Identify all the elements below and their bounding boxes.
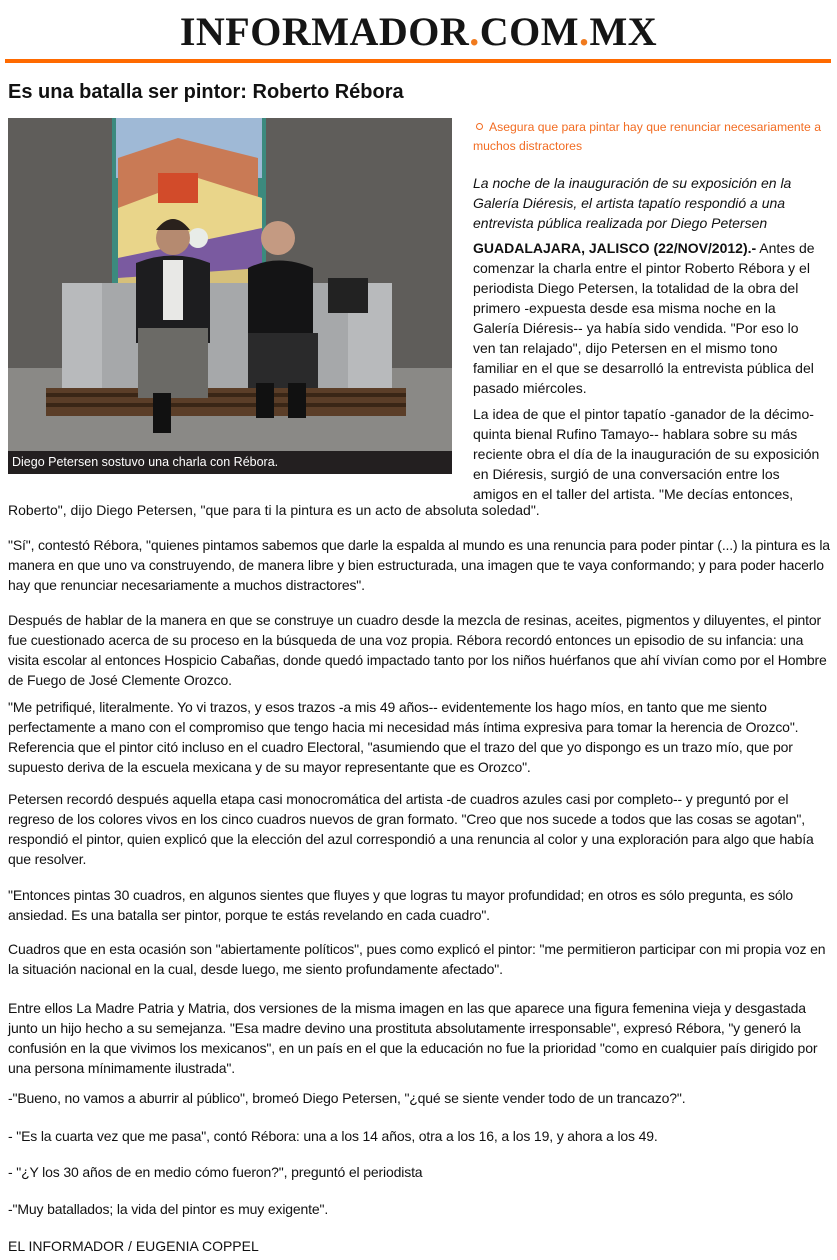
- masthead: [0, 0, 837, 62]
- paragraph-line: periodista Diego Petersen, la totalidad de la obra del: [473, 280, 799, 296]
- paragraph-line: reciente obra el día de la inauguración de su exposición: [473, 446, 820, 462]
- article-photo: [8, 118, 452, 474]
- logo-text-informador: INFORMADOR: [179, 9, 470, 54]
- paragraph-7: "Entonces pintas 30 cuadros, en algunos sientes que fluyes y que logras tu mayor profundidad; en otros es sólo pregunta, es sólo ansiedad. Es una batalla ser pintor, porque te estás revelando en cada cuadro".: [8, 887, 794, 923]
- paragraph-11: - "Es la cuarta vez que me pasa", contó Rébora: una a los 14 años, otra a los 16, a los 19, y ahora a los 49.: [8, 1128, 658, 1144]
- bullet-icon: [476, 123, 483, 130]
- photo-caption: Diego Petersen sostuvo una charla con Rébora.: [8, 451, 452, 474]
- paragraph-8: Cuadros que en esta ocasión son "abiertamente políticos", pues como explicó el pintor: "me permitieron participar con mi propia voz en la situación nacional en la cual, desde luego, me siento profundamente afectado".: [8, 941, 826, 977]
- dateline: GUADALAJARA, JALISCO (22/NOV/2012).-: [473, 240, 757, 256]
- logo-dot: .: [469, 9, 480, 54]
- paragraph-6: Petersen recordó después aquella etapa casi monocromática del artista -de cuadros azules casi por completo-- y preguntó por el regreso de los colores vivos en los cinco cuadros nuevos de gran formato. "Creo que nos sucede a todos que las cosas se agotan", respondió el pintor, quien explicó que la elección del azul correspondió a una renuncia al color y una exploración para algo que había que resolver.: [8, 791, 814, 867]
- paragraph-12: - "¿Y los 30 años de en medio cómo fueron?", preguntó el periodista: [8, 1164, 423, 1180]
- paragraph-2-tail: Roberto", dijo Diego Petersen, "que para ti la pintura es un acto de absoluta soledad".: [8, 502, 540, 518]
- byline: EL INFORMADOR / EUGENIA COPPEL: [8, 1238, 259, 1254]
- article-intro: [473, 118, 831, 233]
- paragraph-5: "Me petrifiqué, literalmente. Yo vi trazos, y esos trazos -a mis 49 años-- evidentemente los hago míos, en tanto que me siento perfectamente a mano con el compromiso que tengo hacia mi necesidad más íntima expresiva para tomar la herencia de Orozco". Referencia que el pintor citó incluso en el cuadro Electoral, "asumiendo que el trazo del que yo dispongo es un trazo mío, que por supuesto deriva de la escuela mexicana y de su mayor representante que es Orozco".: [8, 699, 799, 775]
- paragraph-3: "Sí", contestó Rébora, "quienes pintamos sabemos que darle la espalda al mundo es una renuncia para poder pintar (...) la pintura es la manera en que uno va construyendo, de manera libre y bien estructurada, una imagen que te vaya conformando; y para poder hacerlo hay que renunciar necesariamente a muchos distractores".: [8, 537, 830, 593]
- paragraph-line: en Diéresis, surgió de una conversación entre los: [473, 466, 780, 482]
- article-lede: La noche de la inauguración de su exposición en la Galería Diéresis, el artista tapatío respondió a una entrevista pública realizada por Diego Petersen: [473, 175, 792, 231]
- paragraph-line: Galería Diéresis-- ya había sido vendida. "Por eso lo: [473, 320, 799, 336]
- photo-illustration: [8, 118, 452, 451]
- paragraph-9: Entre ellos La Madre Patria y Matria, dos versiones de la misma imagen en las que aparece una figura femenina vieja y desgastada junto un hijo hecho a su semejanza. "Esa madre devino una prostituta absolutamente irresponsable", expresó Rébora, "y generó la confusión en la que vivimos los mexicanos", en un país en el que la educación no fue la prioridad "como en cualquier país dirigido por una persona mínimamente ilustrada".: [8, 1000, 818, 1076]
- paragraph-line: Antes de: [759, 240, 815, 256]
- header-divider: [5, 59, 831, 63]
- paragraph-2: [473, 404, 835, 504]
- paragraph-line: quinta bienal Rufino Tamayo-- hablara sobre su más: [473, 426, 798, 442]
- logo-text-mx: MX: [589, 9, 658, 54]
- article-headline: Es una batalla ser pintor: Roberto Rébora: [8, 81, 404, 103]
- paragraph-4: Después de hablar de la manera en que se construye un cuadro desde la mezcla de resinas, aceites, pigmentos y diluyentes, el pintor fue cuestionado acerca de su proceso en la búsqueda de una voz propia. Rébora recordó entonces un episodio de su infancia: una visita escolar al entonces Hospicio Cabañas, donde quedó impactado tanto por los niños huérfanos que ahí vivían como por el Hombre de Fuego de José Clemente Orozco.: [8, 612, 827, 688]
- highlight-text: Asegura que para pintar hay que renunciar necesariamente a muchos distractores: [473, 120, 821, 153]
- logo-text-com: COM: [479, 9, 580, 54]
- site-logo[interactable]: [0, 9, 837, 54]
- paragraph-line: comenzar la charla entre el pintor Roberto Rébora y el: [473, 260, 810, 276]
- paragraph-line: amigos en el taller del artista. "Me decías entonces,: [473, 486, 794, 502]
- paragraph-line: pasado miércoles.: [473, 380, 587, 396]
- logo-dot: .: [579, 9, 590, 54]
- paragraph-line: ven tan relajado", dijo Petersen en el mismo tono: [473, 340, 778, 356]
- paragraph-line: primero -expuesta desde esa misma noche en la: [473, 300, 776, 316]
- paragraph-line: La idea de que el pintor tapatío -ganador de la décimo-: [473, 406, 814, 422]
- highlight-item[interactable]: [473, 118, 831, 156]
- paragraph-10: -"Bueno, no vamos a aburrir al público", bromeó Diego Petersen, "¿qué se siente vender todo de un trancazo?".: [8, 1090, 686, 1106]
- paragraph-line: familiar en el que se desarrolló la entrevista pública del: [473, 360, 814, 376]
- paragraph-1: [473, 238, 835, 398]
- paragraph-13: -"Muy batallados; la vida del pintor es muy exigente".: [8, 1201, 329, 1217]
